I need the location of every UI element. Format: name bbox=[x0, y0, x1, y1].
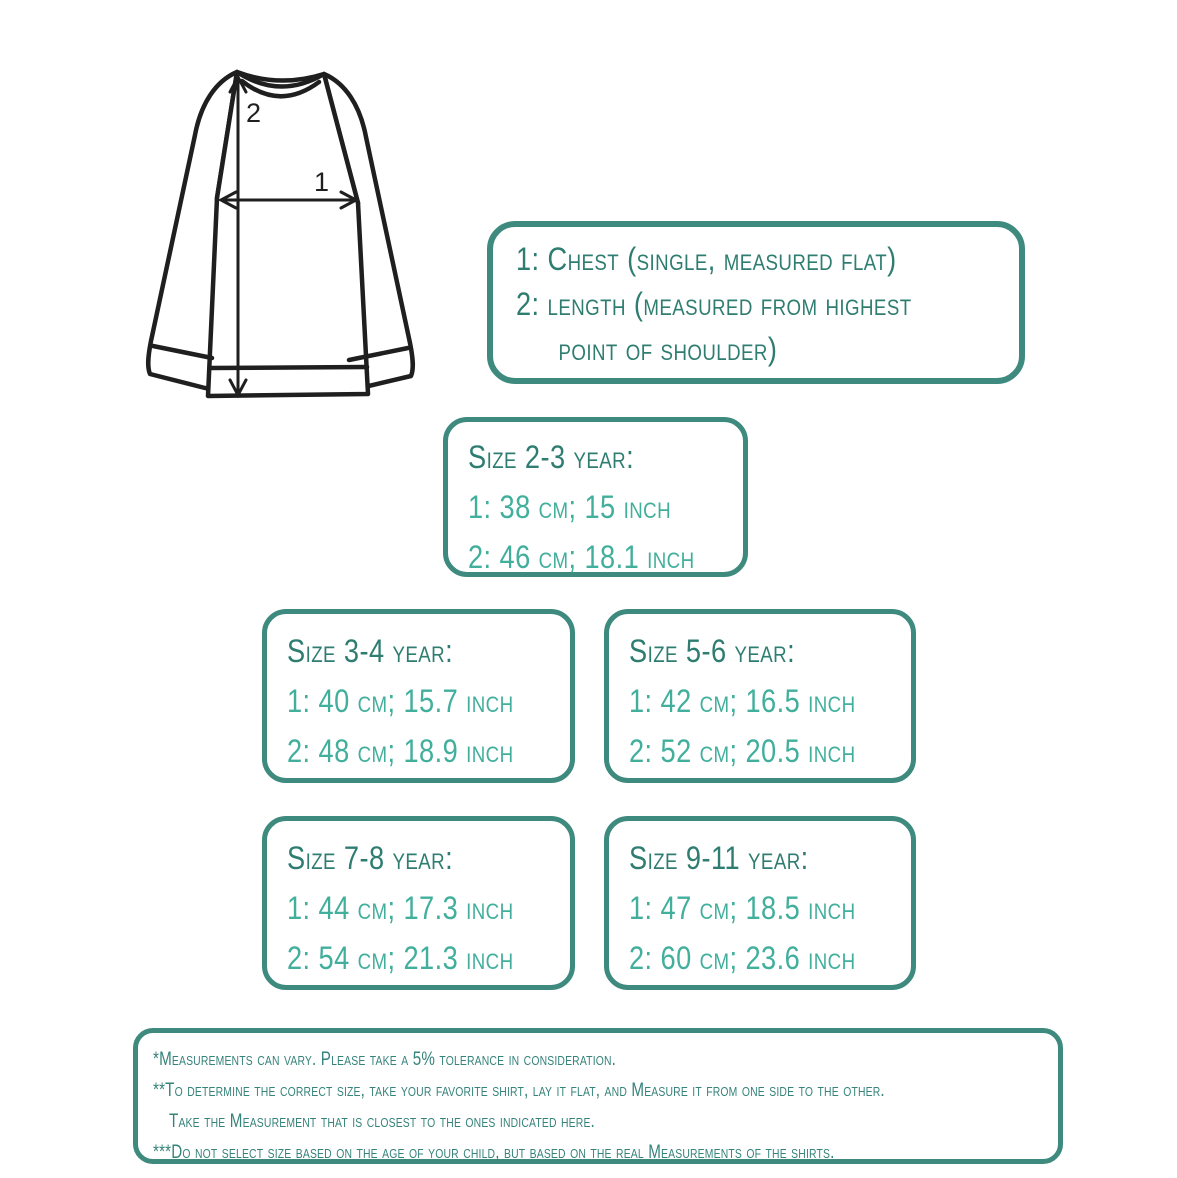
diagram-label-chest: 1 bbox=[314, 167, 330, 197]
size-length-value: 2: 52 cm; 20.5 inch bbox=[629, 733, 856, 769]
size-title: Size 2-3 year: bbox=[468, 439, 635, 475]
size-length-value: 2: 46 cm; 18.1 inch bbox=[468, 539, 695, 575]
size-chest-value: 1: 38 cm; 15 inch bbox=[468, 489, 672, 525]
size-chest-value: 1: 40 cm; 15.7 inch bbox=[287, 683, 514, 719]
size-box-3-4-year bbox=[262, 609, 575, 783]
size-title: Size 3-4 year: bbox=[287, 633, 454, 669]
size-title: Size 7-8 year: bbox=[287, 840, 454, 876]
legend-line-chest: 1: Chest (single, measured flat) bbox=[516, 241, 897, 277]
diagram-label-length: 2 bbox=[246, 98, 262, 128]
sweater-diagram bbox=[120, 50, 460, 430]
size-length-value: 2: 48 cm; 18.9 inch bbox=[287, 733, 514, 769]
size-title: Size 9-11 year: bbox=[629, 840, 809, 876]
legend-box bbox=[487, 221, 1025, 384]
size-chest-value: 1: 44 cm; 17.3 inch bbox=[287, 890, 514, 926]
size-length-value: 2: 54 cm; 21.3 inch bbox=[287, 940, 514, 976]
notes-box bbox=[133, 1028, 1063, 1164]
size-box-2-3-year bbox=[443, 417, 748, 577]
size-chest-value: 1: 42 cm; 16.5 inch bbox=[629, 683, 856, 719]
note-age-warning: ***Do not select size based on the age of your child, but based on the real Measurements of the shirts. bbox=[153, 1142, 835, 1163]
note-how-to-measure: **To determine the correct size, take your favorite shirt, lay it flat, and Measure it from one side to the other. bbox=[153, 1080, 885, 1101]
sweater-hem-line bbox=[210, 367, 367, 368]
size-box-5-6-year bbox=[604, 609, 916, 783]
legend-line-length: 2: length (measured from highest bbox=[516, 286, 912, 322]
size-box-7-8-year bbox=[262, 816, 575, 990]
size-chest-value: 1: 47 cm; 18.5 inch bbox=[629, 890, 856, 926]
note-tolerance: *Measurements can vary. Please take a 5% tolerance in consideration. bbox=[153, 1049, 617, 1070]
note-how-to-measure-cont: Take the Measurement that is closest to the ones indicated here. bbox=[169, 1111, 595, 1132]
size-box-9-11-year bbox=[604, 816, 916, 990]
size-length-value: 2: 60 cm; 23.6 inch bbox=[629, 940, 856, 976]
legend-line-length-cont: point of shoulder) bbox=[558, 331, 778, 367]
size-title: Size 5-6 year: bbox=[629, 633, 796, 669]
